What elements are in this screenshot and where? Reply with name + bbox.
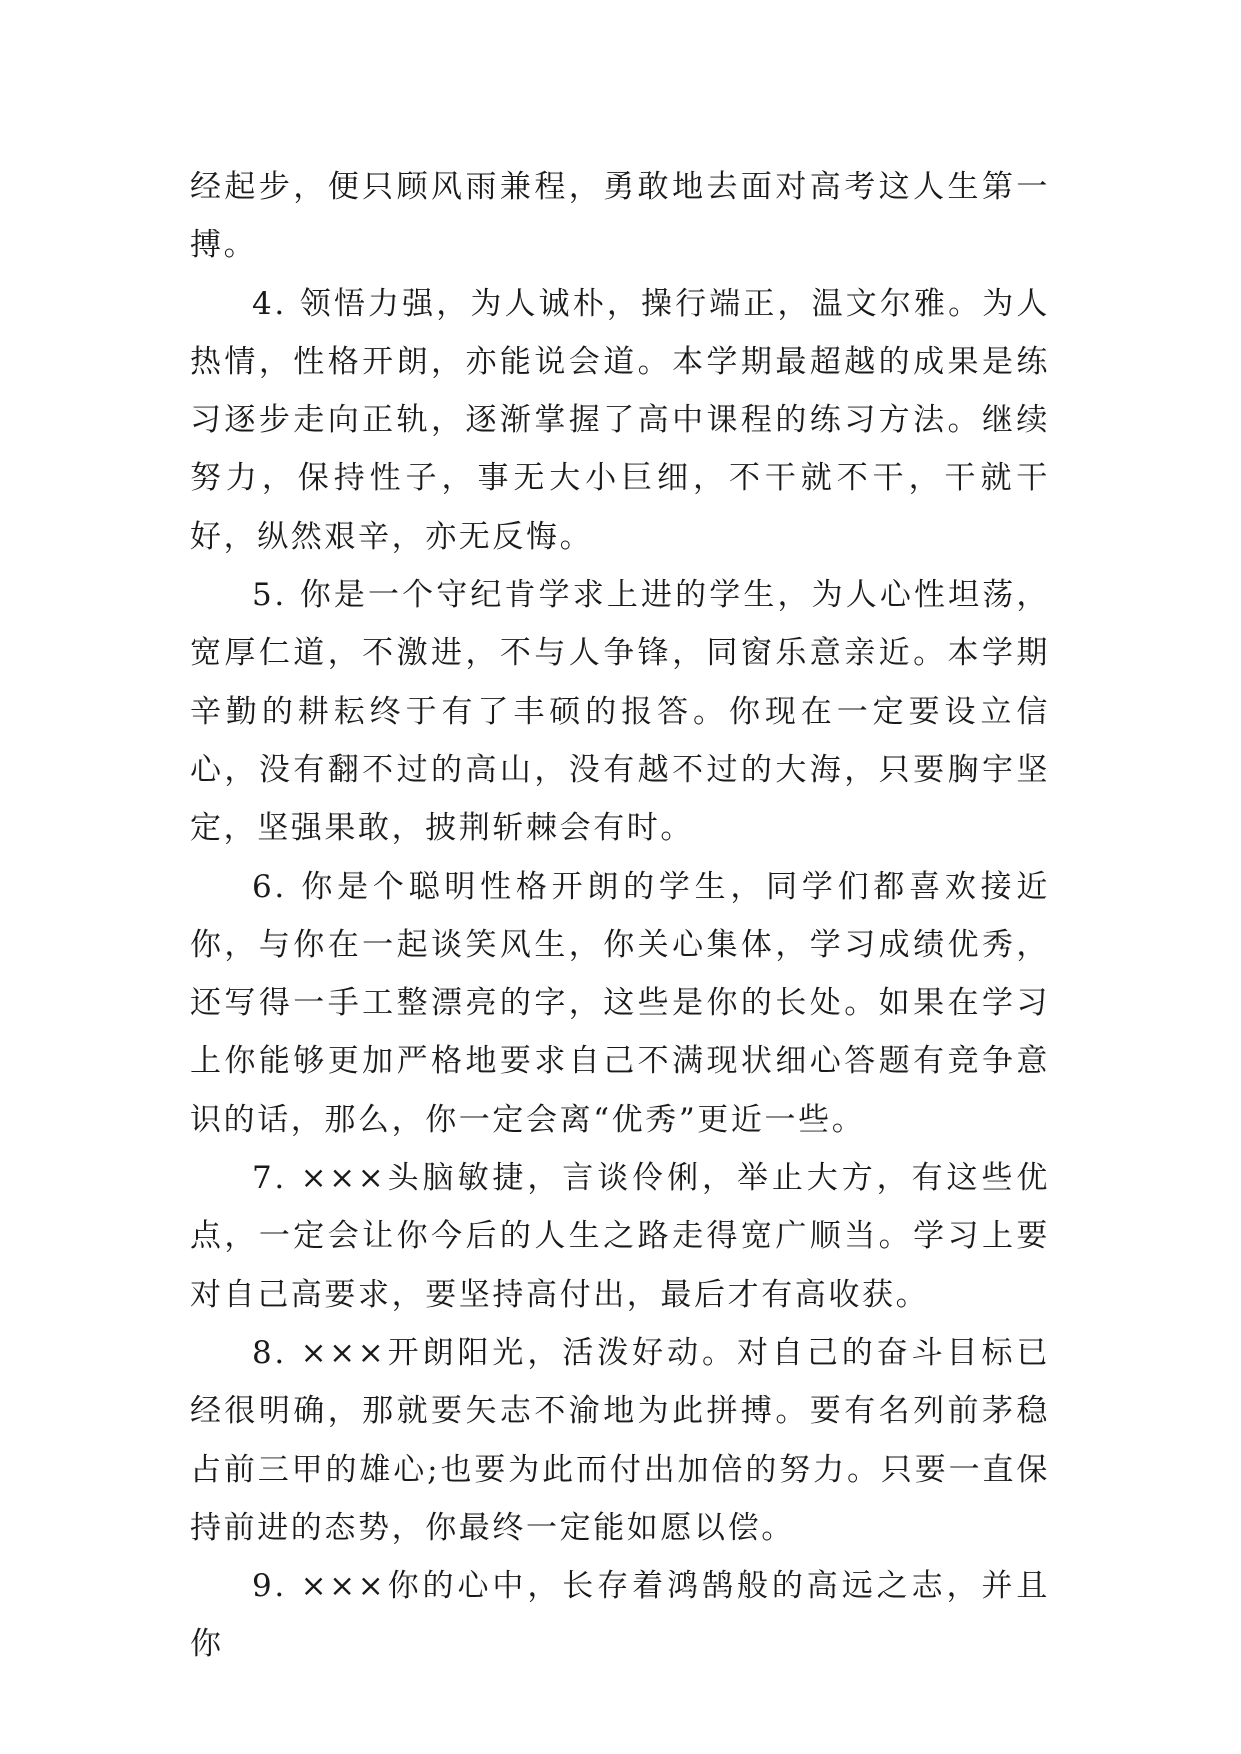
- paragraph-comment-6: 6. 你是个聪明性格开朗的学生，同学们都喜欢接近你，与你在一起谈笑风生，你关心集体，学习成绩优秀，还写得一手工整漂亮的字，这些是你的长处。如果在学习上你能够更加严格地要求自己不满现状细心答题有竞争意识的话，那么，你一定会离“优秀”更近一些。: [190, 868, 1050, 1138]
- paragraph-comment-5: 5. 你是一个守纪肯学求上进的学生，为人心性坦荡，宽厚仁道，不激进，不与人争锋，同窗乐意亲近。本学期辛勤的耕耘终于有了丰硕的报答。你现在一定要设立信心，没有翻不过的高山，没有越不过的大海，只要胸宇坚定，坚强果敢，披荆斩棘会有时。: [190, 577, 1050, 847]
- paragraph-comment-8: 8. ×××开朗阳光，活泼好动。对自己的奋斗目标已经很明确，那就要矢志不渝地为此拼搏。要有名列前茅稳占前三甲的雄心;也要为此而付出加倍的努力。只要一直保持前进的态势，你最终一定能如愿以偿。: [190, 1334, 1050, 1546]
- document-body: [190, 158, 1050, 1674]
- paragraph-comment-4: 4. 领悟力强，为人诚朴，操行端正，温文尔雅。为人热情，性格开朗，亦能说会道。本学期最超越的成果是练习逐步走向正轨，逐渐掌握了高中课程的练习方法。继续努力，保持性子，事无大小巨细，不干就不干，干就干好，纵然艰辛，亦无反悔。: [190, 285, 1050, 555]
- paragraph-comment-7: 7. ×××头脑敏捷，言谈伶俐，举止大方，有这些优点，一定会让你今后的人生之路走得宽广顺当。学习上要对自己高要求，要坚持高付出，最后才有高收获。: [190, 1160, 1050, 1313]
- paragraph-comment-9: 9. ×××你的心中，长存着鸿鹄般的高远之志，并且你: [190, 1568, 1050, 1663]
- paragraph-continuation: 经起步，便只顾风雨兼程，勇敢地去面对高考这人生第一搏。: [190, 169, 1050, 264]
